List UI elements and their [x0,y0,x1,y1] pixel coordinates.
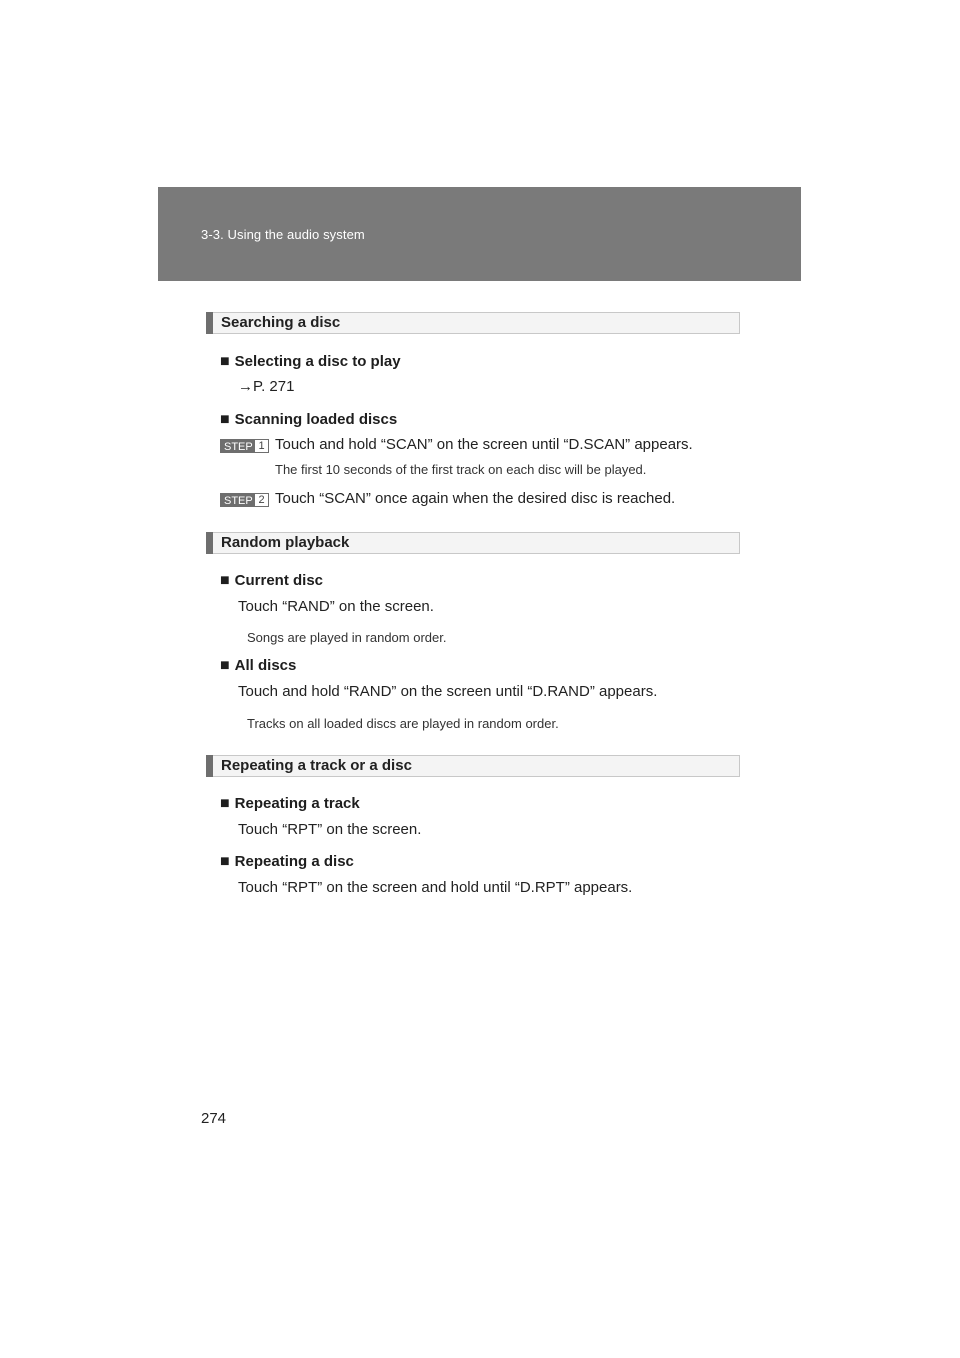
square-bullet-icon: ■ [220,411,230,428]
subheading-selecting-disc: ■ Selecting a disc to play [220,353,401,370]
header-section-label: 3-3. Using the audio system [201,227,365,242]
cross-reference-link[interactable]: →P. 271 [238,378,295,395]
section-accent [206,532,213,554]
subheading-scanning-discs: ■ Scanning loaded discs [220,411,398,428]
step-1-note: The first 10 seconds of the first track on each disc will be played. [275,462,647,477]
page-number: 274 [201,1110,227,1127]
subheading-repeating-disc: ■ Repeating a disc [220,853,354,870]
section-title: Searching a disc [221,314,341,331]
step-badge-2: STEP 2 [220,493,269,507]
subheading-all-discs: ■ All discs [220,657,297,674]
section-title: Random playback [221,534,350,551]
all-discs-text: Touch and hold “RAND” on the screen until “D.RAND” appears. [238,683,658,700]
square-bullet-icon: ■ [220,572,230,589]
section-accent [206,755,213,777]
current-disc-note: Songs are played in random order. [247,630,447,645]
section-accent [206,312,213,334]
subheading-current-disc: ■ Current disc [220,572,324,589]
current-disc-text: Touch “RAND” on the screen. [238,598,434,615]
header-band [158,187,801,281]
section-header-searching [206,312,740,334]
step-1-text: Touch and hold “SCAN” on the screen until “D.SCAN” appears. [275,436,693,453]
step-badge-1: STEP 1 [220,439,269,453]
square-bullet-icon: ■ [220,795,230,812]
section-header-random [206,532,740,554]
all-discs-note: Tracks on all loaded discs are played in random order. [247,716,559,731]
section-header-repeating [206,755,740,777]
repeating-track-text: Touch “RPT” on the screen. [238,821,422,838]
repeating-disc-text: Touch “RPT” on the screen and hold until “D.RPT” appears. [238,879,633,896]
section-title: Repeating a track or a disc [221,757,412,774]
square-bullet-icon: ■ [220,353,230,370]
subheading-repeating-track: ■ Repeating a track [220,795,360,812]
square-bullet-icon: ■ [220,853,230,870]
step-2-text: Touch “SCAN” once again when the desired disc is reached. [275,490,676,507]
square-bullet-icon: ■ [220,657,230,674]
